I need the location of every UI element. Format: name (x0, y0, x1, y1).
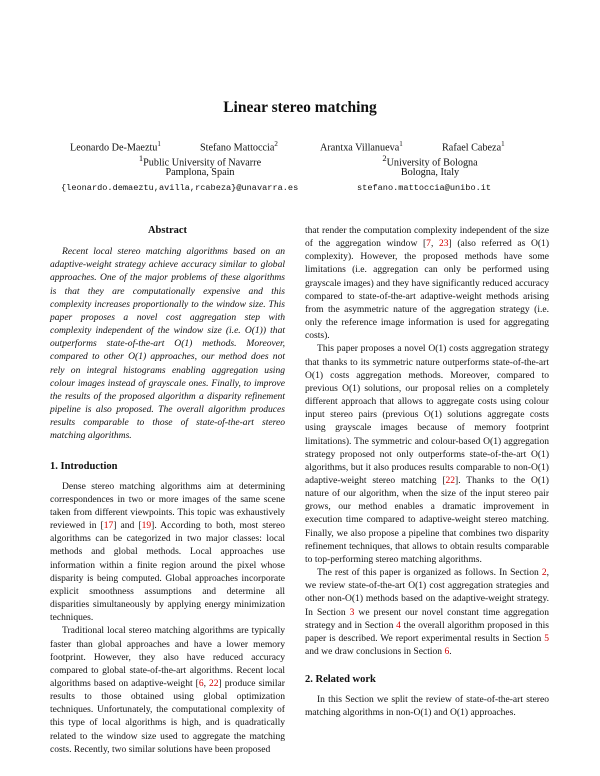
citation-link[interactable]: 22 (445, 474, 456, 486)
author-4: Rafael Cabeza$^1$ (442, 140, 505, 154)
intro-paragraph-2: Traditional local stereo matching algorithms are typically faster than global approaches and have a lower memory footprint. However, they also have reduced accuracy compared to global state-of-the-art algorithms. Recent local algorithms based on adaptive-weight [6, 22] produce similar results to those obtained using global optimization techniques. Unfortunately, the computational complexity of this type of local algorithms is high, and is quadratically related to the window size used to aggregate the matching costs. Recently, two similar solutions have been proposed (50, 625, 285, 755)
citation-link[interactable]: 7 (426, 238, 431, 250)
section-heading-introduction: 1. Introduction (50, 460, 118, 472)
affiliation-1: $^1$Public University of Navarre (138, 153, 262, 169)
email-2[interactable]: stefano.mattoccia@unibo.it (357, 183, 492, 193)
affiliation-2: $^2$University of Bologna (382, 153, 478, 169)
citation-link[interactable]: 17 (103, 520, 114, 532)
author-3: Arantxa Villanueva$^1$ (320, 140, 403, 154)
intro-paragraph-4: This paper proposes a novel O(1) costs aggregation strategy that thanks to its symmetric nature outperforms state-of-the-art O(1) costs aggregation methods. Moreover, compared to previous O(1) solutions, our proposal relies on a completely different approach that allows to aggregate costs using colour input stereo pairs (previous O(1) solutions aggregate costs using grayscale images because of memory footprint limitations). The symmetric and colour-based O(1) aggregation strategy proposed not only outperforms state-of-the-art O(1) algorithms, but it also produces results comparable to non-O(1) adaptive-weight stereo matching [22]. Thanks to the O(1) nature of our algorithm, when the size of the input stereo pair grows, our method enables a dramatic improvement in execution time compared to adaptive-weight stereo matching. Finally, we also propose a pipeline that combines two disparity refinement techniques, that allows to obtain results comparable to top-performing stereo matching algorithms. (305, 343, 549, 565)
author-2: Stefano Mattoccia$^2$ (200, 140, 278, 154)
citation-link[interactable]: 6 (198, 678, 204, 689)
intro-paragraph-3: that render the computation complexity independent of the size of the aggregation window [7, 23] (also referred as O(1) complexity). However, the proposed methods have some limitations (i.e. aggregation can only be performed using grayscale images) and they have significantly reduced accuracy compared to state-of-the-art adaptive-weight methods arising from the asymmetric nature of the aggregation strategy (i.e. only the reference image information is used for aggregating costs). (305, 225, 549, 342)
section-link[interactable]: 3 (349, 606, 355, 618)
intro-paragraph-5: The rest of this paper is organized as follows. In Section 2, we review state-of-the-art O(1) cost aggregation strategies and other non-O(1) methods based on the adaptive-weight strategy. In Section 3 we present our novel constant time aggregation strategy and in Section 4 the overall algorithm proposed in this paper is described. We report experimental results in Section 5 and we draw conclusions in Section 6. (305, 567, 549, 657)
affiliation-2-place: Bologna, Italy (400, 167, 460, 178)
section-link[interactable]: 2 (541, 567, 547, 579)
abstract-text: Recent local stereo matching algorithms based on an adaptive-weight strategy achieve accuracy similar to global approaches. One of the major problems of these algorithms is that they are computationally expensive and this complexity increases proportionally to the window size. This paper proposes a novel cost aggregation step with complexity independent of the window size (i.e. O(1)) that outperforms state-of-the-art O(1) methods. Moreover, compared to other O(1) approaches, our method does not rely on integral histograms enabling aggregation using colour images instead of grayscale ones. Finally, to improve the results of the proposed algorithm a disparity refinement pipeline is also proposed. The overall algorithm produces results comparable to those of state-of-the-art stereo matching algorithms. (50, 246, 285, 442)
author-1: Leonardo De-Maeztu$^1$ (70, 140, 161, 154)
paper-title: Linear stereo matching (223, 99, 377, 116)
affiliation-1-place: Pamplona, Spain (165, 167, 235, 178)
email-1[interactable]: {leonardo.demaeztu,avilla,rcabeza}@unavarra.es (61, 183, 299, 193)
citation-link[interactable]: 19 (141, 520, 152, 532)
abstract-heading: Abstract (147, 225, 188, 236)
right-column (305, 224, 549, 720)
section-link[interactable]: 6 (444, 646, 450, 657)
left-column (50, 224, 285, 756)
citation-link[interactable]: 22 (208, 678, 219, 689)
citation-link[interactable]: 23 (438, 238, 449, 250)
section-link[interactable]: 4 (396, 619, 401, 631)
related-paragraph-1: In this Section we split the review of state-of-the-art stereo matching algorithms in non-O(1) and O(1) approaches. (305, 694, 549, 719)
intro-paragraph-1: Dense stereo matching algorithms aim at determining correspondences in two or more images of the same scene taken from different viewpoints. This topic was exhaustively reviewed in [17] and [19]. According to both, most stereo algorithms can be categorized in two major classes: local methods and global methods. Local approaches use information within a finite region around the pixel whose disparity is being computed. Global approaches incorporate explicit smoothness assumptions and determine all disparities simultaneously by applying energy minimization techniques. (50, 480, 285, 624)
section-link[interactable]: 5 (544, 632, 549, 644)
section-heading-related-work: 2. Related work (305, 674, 376, 686)
